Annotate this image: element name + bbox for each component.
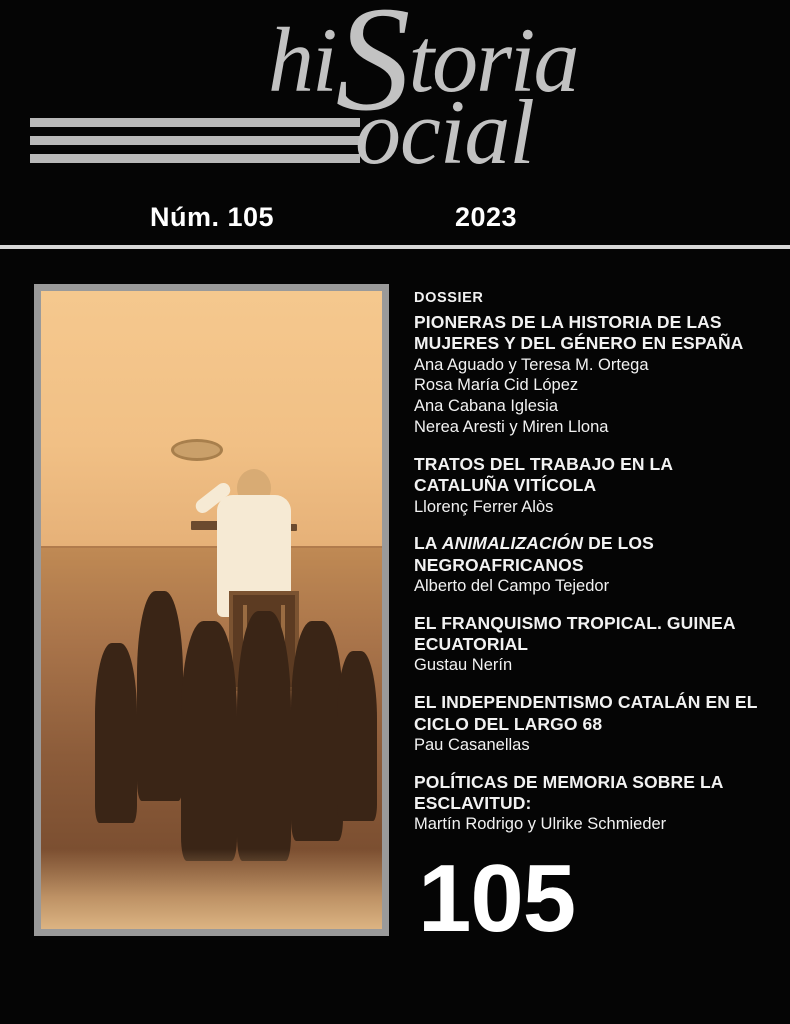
entry-author: Pau Casanellas <box>414 735 530 754</box>
photo-figure-4 <box>291 621 343 841</box>
issue-bar <box>0 196 790 252</box>
entry-title: EL FRANQUISMO TROPICAL. GUINEA ECUATORIAL <box>414 612 735 655</box>
entry-author: Llorenç Ferrer Alòs <box>414 497 554 516</box>
entry-title-after: DE LOS NEGROAFRICANOS <box>414 533 654 575</box>
entry-title: TRATOS DEL TRABAJO EN LA CATALUÑA VITÍCOLA <box>414 453 673 496</box>
photo-hat <box>171 439 223 461</box>
journal-title-big-s: S <box>335 0 409 142</box>
photo-figure-3 <box>237 611 291 861</box>
entry-author: Ana Aguado y Teresa M. Ortega <box>414 355 649 374</box>
entry-author: Martín Rodrigo y Ulrike Schmieder <box>414 815 667 834</box>
journal-title-ocial: ocial <box>355 81 534 183</box>
photo-horizon <box>41 546 382 548</box>
journal-title-line2 <box>355 81 534 183</box>
photo-figure-6 <box>337 651 377 821</box>
issue-number-label: Núm. 105 <box>150 202 275 232</box>
contents-entry <box>414 312 764 438</box>
journal-logo-text <box>0 0 790 196</box>
contents-entry <box>414 772 764 835</box>
masthead <box>0 0 790 196</box>
contents-entry <box>414 454 764 517</box>
entry-author: Alberto del Campo Tejedor <box>414 576 610 595</box>
entry-title-before: LA <box>414 533 442 554</box>
entry-title-italic: ANIMALIZACIÓN <box>441 533 584 554</box>
contents-list <box>414 290 764 851</box>
entry-title <box>414 533 764 576</box>
cover-photo <box>41 291 382 929</box>
journal-title-hi: hi <box>268 9 336 111</box>
photo-figure-5 <box>95 643 137 823</box>
photo-foam <box>41 849 382 929</box>
entry-title: EL INDEPENDENTISMO CATALÁN EN EL CICLO DEL LARGO 68 <box>414 692 758 734</box>
cover-photo-frame <box>34 284 389 936</box>
issue-number-large: 105 <box>418 845 576 952</box>
entry-author: Ana Cabana Iglesia <box>414 397 559 416</box>
issue-year: 2023 <box>455 202 518 232</box>
dossier-label: DOSSIER <box>414 290 484 306</box>
entry-title: PIONERAS DE LA HISTORIA DE LAS MUJERES Y DEL GÉNERO EN ESPAÑA <box>414 312 744 354</box>
contents-entry <box>414 533 764 596</box>
entry-author: Rosa María Cid López <box>414 376 579 395</box>
contents-entry <box>414 613 764 676</box>
entry-author: Gustau Nerín <box>414 656 513 675</box>
horizontal-rule <box>0 245 790 249</box>
photo-figure-1 <box>137 591 183 801</box>
contents-entry <box>414 692 764 755</box>
photo-figure-2 <box>181 621 237 861</box>
journal-logo <box>0 0 790 196</box>
cover-body <box>0 252 790 1024</box>
journal-title-toria: toria <box>408 9 578 111</box>
entry-title: POLÍTICAS DE MEMORIA SOBRE LA ESCLAVITUD: <box>414 771 723 814</box>
entry-author: Nerea Aresti y Miren Llona <box>414 418 609 437</box>
